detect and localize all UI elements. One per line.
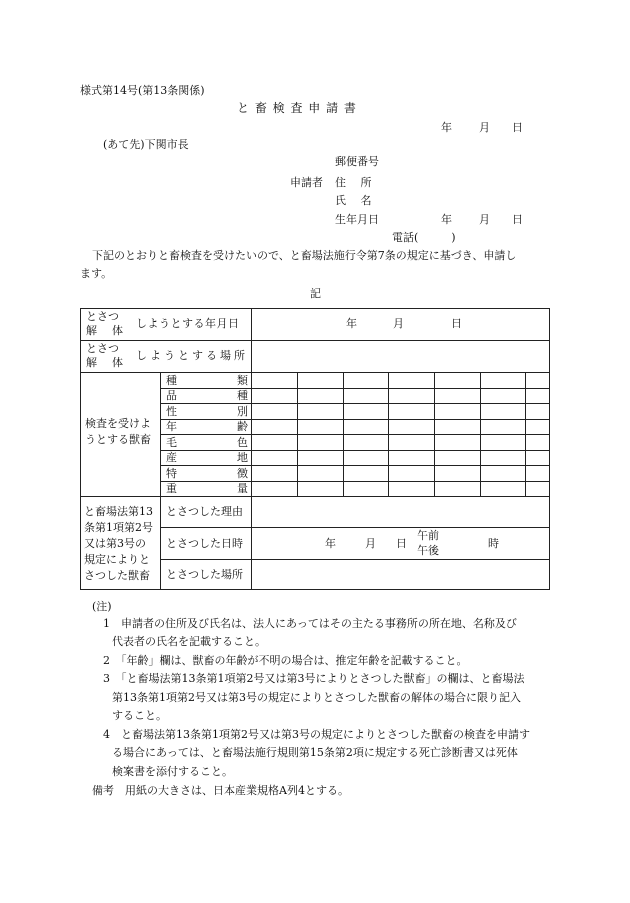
address-label: 住 所 <box>335 176 372 189</box>
row1-tosatsu: とさつ <box>86 310 119 323</box>
animal-row-breed-b: 種 <box>237 389 248 402</box>
postal-label: 郵便番号 <box>335 155 379 168</box>
animal-row-breed-a: 品 <box>166 389 177 402</box>
page-title: と 畜 検 査 申 請 書 <box>237 101 357 115</box>
animal-row-feature-a: 特 <box>166 467 177 480</box>
note-line-4: 3 「と畜場法第13条第1項第2号又は第3号によりとさつした獣畜」の欄は、と畜場法 <box>103 672 525 685</box>
place-label: とさつした場所 <box>166 568 243 581</box>
intro-line-2: ます。 <box>80 267 113 280</box>
row1-kaitai: 解 体 <box>86 324 125 337</box>
birth-year: 年 <box>441 213 452 226</box>
notes-head: (注) <box>92 600 112 613</box>
row1-day: 日 <box>451 317 462 330</box>
phone-label: 電話( ) <box>392 231 456 244</box>
intro-line-1: 下記のとおりと畜検査を受けたいので、と畜場法施行令第7条の規定に基づき、申請し <box>92 249 517 262</box>
date-month: 月 <box>479 121 490 134</box>
animal-row-feature-b: 徴 <box>237 467 248 480</box>
ki-label: 記 <box>310 287 321 300</box>
note-line-5: 第13条第1項第2号又は第3号の規定によりとさつした獣畜の解体の場合に限り記入 <box>112 691 521 704</box>
animal-row-kind-b: 類 <box>237 374 248 387</box>
slaughter-group-line-3: 又は第3号の <box>84 537 146 550</box>
dt-day: 日 <box>396 537 407 550</box>
animal-group-line-2: うとする獣畜 <box>85 433 151 446</box>
note-line-7: 4 と畜場法第13条第1項第2号又は第3号の規定によりとさつした獣畜の検査を申請す <box>103 728 530 741</box>
datetime-label: とさつした日時 <box>166 537 243 550</box>
note-line-3: 2 「年齢」欄は、獣畜の年齢が不明の場合は、推定年齢を記載すること。 <box>103 654 468 667</box>
animal-row-weight-a: 重 <box>166 482 177 495</box>
dt-am: 午前 <box>417 529 439 542</box>
animal-row-sex-a: 性 <box>166 405 177 418</box>
remark: 備考 用紙の大きさは、日本産業規格A列4とする。 <box>92 784 349 797</box>
slaughter-group-line-4: 規定によりと <box>84 553 150 566</box>
animal-row-origin-b: 地 <box>237 451 248 464</box>
form-label: 様式第14号(第13条関係) <box>80 84 205 97</box>
slaughter-group-line-1: と畜場法第13 <box>84 505 153 518</box>
animal-row-weight-b: 量 <box>237 482 248 495</box>
note-line-9: 検案書を添付すること。 <box>112 765 233 778</box>
slaughter-group-line-5: さつした獣畜 <box>84 569 150 582</box>
reason-label: とさつした理由 <box>166 505 243 518</box>
date-day: 日 <box>512 121 523 134</box>
note-line-1: 1 申請者の住所及び氏名は、法人にあってはその主たる事務所の所在地、名称及び <box>103 617 517 630</box>
dt-year: 年 <box>325 537 336 550</box>
row1-month: 月 <box>393 317 404 330</box>
animal-row-age-b: 齢 <box>237 420 248 433</box>
note-line-8: る場合にあっては、と畜場法施行規則第15条第2項に規定する死亡診断書又は死体 <box>112 746 518 759</box>
name-label: 氏 名 <box>335 194 372 207</box>
dt-month: 月 <box>365 537 376 550</box>
animal-row-age-a: 年 <box>166 420 177 433</box>
dt-hour: 時 <box>488 537 499 550</box>
animal-group-line-1: 検査を受けよ <box>85 417 151 430</box>
row2-label: しようとする場所 <box>136 349 248 362</box>
inspection-table <box>80 308 550 590</box>
applicant-label: 申請者 <box>290 176 323 189</box>
addressee: (あて先)下関市長 <box>103 138 189 151</box>
row1-label: しようとする年月日 <box>136 317 240 330</box>
birth-month: 月 <box>479 213 490 226</box>
row2-kaitai: 解 体 <box>86 356 125 369</box>
dt-pm: 午後 <box>417 544 439 557</box>
animal-row-sex-b: 別 <box>237 405 248 418</box>
date-year: 年 <box>441 121 452 134</box>
slaughter-group-line-2: 条第1項第2号 <box>84 521 153 534</box>
note-line-2: 代表者の氏名を記載すること。 <box>112 635 266 648</box>
row1-year: 年 <box>346 317 357 330</box>
animal-row-color-a: 毛 <box>166 436 177 449</box>
row2-tosatsu: とさつ <box>86 342 119 355</box>
birth-day: 日 <box>512 213 523 226</box>
animal-row-color-b: 色 <box>237 436 248 449</box>
birthdate-label: 生年月日 <box>335 213 379 226</box>
note-line-6: すること。 <box>112 709 167 722</box>
animal-row-origin-a: 産 <box>166 451 177 464</box>
animal-row-kind-a: 種 <box>166 374 177 387</box>
